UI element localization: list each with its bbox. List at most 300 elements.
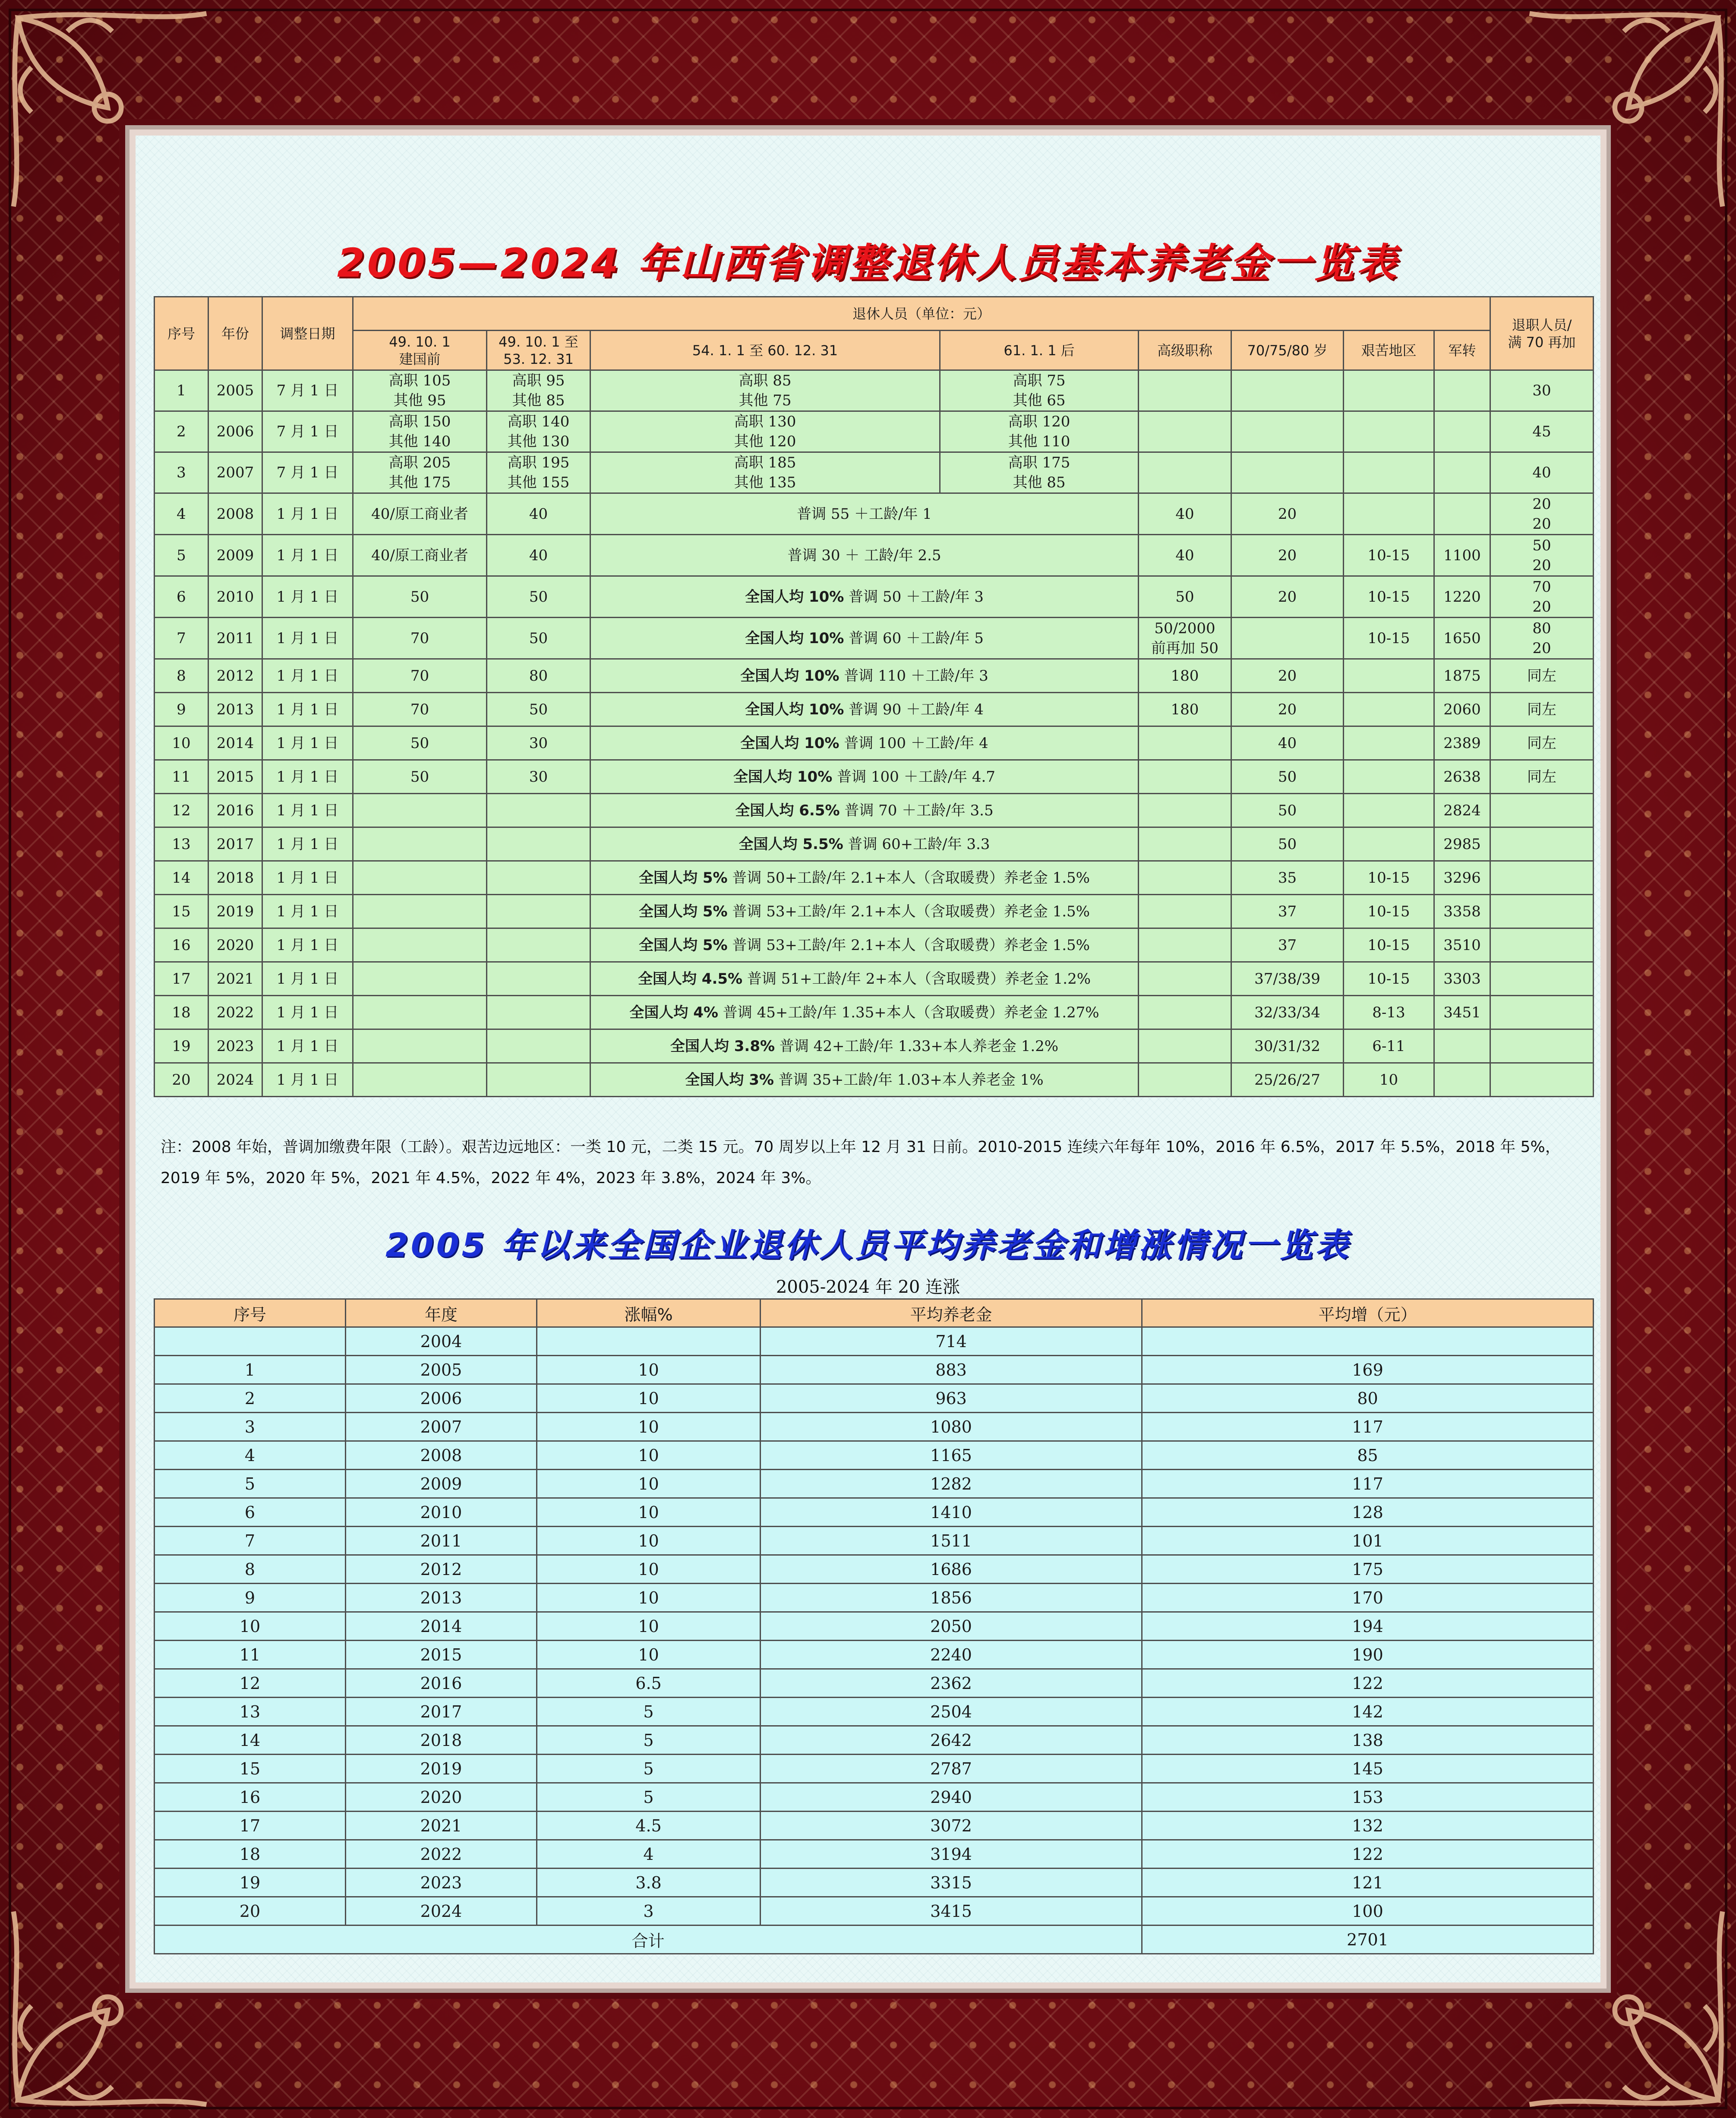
cell-hardship xyxy=(1344,693,1434,726)
cell-pre-1949 xyxy=(353,895,487,928)
cell-pre-1949 xyxy=(353,1063,487,1097)
table-row xyxy=(155,618,1594,659)
cell-date: 1 月 1 日 xyxy=(262,693,353,726)
cell-standard-3-line2: 其他 135 xyxy=(734,474,796,491)
cell-empty xyxy=(1231,370,1344,411)
total-row xyxy=(155,1925,1594,1954)
cell-seq: 1 xyxy=(155,370,208,411)
cell-rate xyxy=(537,1327,761,1356)
cell-standard-1 xyxy=(353,452,487,493)
cell-average-increase: 117 xyxy=(1142,1470,1594,1498)
cell-retired-special xyxy=(1490,1029,1594,1063)
cell-empty xyxy=(1344,370,1434,411)
cell-age-bonus: 40 xyxy=(1231,726,1344,760)
cell-army: 2638 xyxy=(1434,760,1490,794)
table-row xyxy=(155,1498,1594,1527)
cell-seq: 2 xyxy=(155,411,208,452)
cell-age-bonus: 50 xyxy=(1231,760,1344,794)
general-adjustment-text: 普调 110 ＋工龄/年 3 xyxy=(844,667,988,685)
cell-standard-1 xyxy=(353,370,487,411)
cell-seq: 7 xyxy=(155,618,208,659)
table-row xyxy=(155,726,1594,760)
table-row xyxy=(155,1783,1594,1812)
cell-year: 2006 xyxy=(346,1384,537,1413)
cell-senior-title xyxy=(1139,726,1231,760)
national-average-rate: 全国人均 10% xyxy=(740,734,840,752)
cell-hardship: 8-13 xyxy=(1344,996,1434,1029)
cell-general-adjustment xyxy=(590,996,1139,1029)
general-adjustment-text: 普调 70 ＋工龄/年 3.5 xyxy=(844,802,994,819)
cell-retired-special xyxy=(1490,827,1594,861)
cell-empty xyxy=(1139,411,1231,452)
cell-general-adjustment xyxy=(590,618,1139,659)
table-row xyxy=(155,576,1594,618)
cell-retired-special: 40 xyxy=(1490,452,1594,493)
cell-average-increase: 121 xyxy=(1142,1869,1594,1897)
table-row xyxy=(155,1584,1594,1612)
table-row xyxy=(155,1840,1594,1869)
cell-army: 3296 xyxy=(1434,861,1490,895)
cell-1949-1953: 50 xyxy=(487,618,590,659)
cell-year: 2015 xyxy=(346,1641,537,1669)
table-row xyxy=(155,827,1594,861)
table-row xyxy=(155,1356,1594,1384)
cell-rate: 10 xyxy=(537,1641,761,1669)
cell-average-pension: 3194 xyxy=(761,1840,1142,1869)
cell-average-pension: 2787 xyxy=(761,1755,1142,1783)
cell-date: 1 月 1 日 xyxy=(262,962,353,996)
cell-average-pension: 2050 xyxy=(761,1612,1142,1641)
national-average-rate: 全国人均 5.5% xyxy=(739,835,843,853)
cell-date: 1 月 1 日 xyxy=(262,659,353,693)
cell-general-adjustment xyxy=(590,535,1139,576)
cell-age-bonus: 35 xyxy=(1231,861,1344,895)
header-seq: 序号 xyxy=(155,297,208,370)
table-row xyxy=(155,895,1594,928)
cell-retired-special xyxy=(1490,535,1594,576)
table-row xyxy=(155,1641,1594,1669)
cell-standard-4 xyxy=(940,452,1139,493)
national-average-rate: 全国人均 4.5% xyxy=(638,970,743,988)
cell-army: 2389 xyxy=(1434,726,1490,760)
cell-year: 2021 xyxy=(208,962,262,996)
cell-year: 2021 xyxy=(346,1812,537,1840)
cell-average-increase xyxy=(1142,1327,1594,1356)
cell-hardship: 10-15 xyxy=(1344,928,1434,962)
cell-standard-2-line2: 其他 130 xyxy=(507,433,570,450)
cell-army xyxy=(1434,1063,1490,1097)
cell-1949-1953 xyxy=(487,827,590,861)
cell-standard-4 xyxy=(940,370,1139,411)
cell-date: 1 月 1 日 xyxy=(262,1029,353,1063)
cell-standard-1 xyxy=(353,411,487,452)
cell-standard-4-line2: 其他 85 xyxy=(1013,474,1066,491)
cell-rate: 10 xyxy=(537,1413,761,1441)
cell-general-adjustment xyxy=(590,895,1139,928)
cell-age-bonus: 20 xyxy=(1231,693,1344,726)
cell-seq: 14 xyxy=(155,1726,346,1755)
cell-seq: 15 xyxy=(155,895,208,928)
cell-hardship: 10-15 xyxy=(1344,895,1434,928)
cell-empty xyxy=(1344,452,1434,493)
national-average-rate: 全国人均 3.8% xyxy=(670,1037,775,1055)
cell-date: 1 月 1 日 xyxy=(262,726,353,760)
cell-seq: 4 xyxy=(155,1441,346,1470)
national-average-rate: 全国人均 5% xyxy=(639,903,728,920)
table-row xyxy=(155,1897,1594,1925)
cell-average-pension: 2504 xyxy=(761,1698,1142,1726)
cell-retired-special xyxy=(1490,928,1594,962)
cell-rate: 10 xyxy=(537,1555,761,1584)
cell-year: 2009 xyxy=(208,535,262,576)
table-row xyxy=(155,1755,1594,1783)
general-adjustment-text: 普调 100 ＋工龄/年 4 xyxy=(844,734,988,752)
shanxi-table-body xyxy=(155,370,1594,1097)
header-col5: 高级职称 xyxy=(1139,331,1231,370)
national-average-rate: 全国人均 5% xyxy=(639,869,728,887)
cell-general-adjustment xyxy=(590,760,1139,794)
cell-hardship: 10-15 xyxy=(1344,535,1434,576)
cell-date: 1 月 1 日 xyxy=(262,794,353,827)
cell-year: 2007 xyxy=(346,1413,537,1441)
cell-average-pension: 2362 xyxy=(761,1669,1142,1698)
cell-year: 2020 xyxy=(208,928,262,962)
cell-army: 2985 xyxy=(1434,827,1490,861)
cell-seq: 2 xyxy=(155,1384,346,1413)
table-row xyxy=(155,1527,1594,1555)
cell-seq: 7 xyxy=(155,1527,346,1555)
general-adjustment-text: 普调 50+工龄/年 2.1+本人（含取暖费）养老金 1.5% xyxy=(732,869,1090,887)
cell-average-pension: 3072 xyxy=(761,1812,1142,1840)
cell-rate: 5 xyxy=(537,1783,761,1812)
cell-date: 1 月 1 日 xyxy=(262,760,353,794)
cell-year: 2008 xyxy=(208,493,262,535)
header-col6: 70/75/80 岁 xyxy=(1231,331,1344,370)
cell-average-pension: 2940 xyxy=(761,1783,1142,1812)
cell-senior-title-line2: 前再加 50 xyxy=(1151,639,1219,657)
cell-rate: 5 xyxy=(537,1726,761,1755)
national-average-rate: 全国人均 6.5% xyxy=(735,802,840,819)
cell-seq: 10 xyxy=(155,726,208,760)
cell-army: 1220 xyxy=(1434,576,1490,618)
cell-senior-title: 40 xyxy=(1139,493,1231,535)
cell-empty xyxy=(1231,411,1344,452)
cell-standard-2-line2: 其他 85 xyxy=(512,392,565,409)
table-row xyxy=(155,1612,1594,1641)
cell-average-pension: 1282 xyxy=(761,1470,1142,1498)
cell-army: 3451 xyxy=(1434,996,1490,1029)
national-average-rate: 全国人均 10% xyxy=(733,768,833,786)
cell-date: 1 月 1 日 xyxy=(262,895,353,928)
cell-standard-2-line1: 高职 140 xyxy=(507,413,570,430)
cell-army: 1100 xyxy=(1434,535,1490,576)
cell-1949-1953: 50 xyxy=(487,576,590,618)
cell-seq: 20 xyxy=(155,1063,208,1097)
cell-rate: 10 xyxy=(537,1527,761,1555)
cell-senior-title xyxy=(1139,760,1231,794)
general-adjustment-text: 普调 100 ＋工龄/年 4.7 xyxy=(837,768,995,786)
cell-seq: 20 xyxy=(155,1897,346,1925)
shanxi-adjustment-table xyxy=(154,296,1594,1097)
cell-year: 2013 xyxy=(346,1584,537,1612)
table-note: 注：2008 年始，普调加缴费年限（工龄）。艰苦边远地区：一类 10 元，二类 15 元。70 周岁以上年 12 月 31 日前。2010-2015 连续六年每年 10%，2016 年 6.5%，2017 年 5.5%，2018 年 5%，2019 年 5%，2020 年 5%，2021 年 4.5%，2022 年 4%，2023 年 3.8%，2024 年 3%。 xyxy=(161,1138,1561,1187)
cell-year: 2020 xyxy=(346,1783,537,1812)
cell-1949-1953: 40 xyxy=(487,493,590,535)
cell-date: 1 月 1 日 xyxy=(262,576,353,618)
cell-rate: 3 xyxy=(537,1897,761,1925)
header-retired-special xyxy=(1490,297,1594,370)
table-row xyxy=(155,1441,1594,1470)
cell-age-bonus: 30/31/32 xyxy=(1231,1029,1344,1063)
cell-date: 1 月 1 日 xyxy=(262,928,353,962)
cell-hardship: 10 xyxy=(1344,1063,1434,1097)
cell-1949-1953: 80 xyxy=(487,659,590,693)
cell-retired-special xyxy=(1490,1063,1594,1097)
cell-senior-title xyxy=(1139,1063,1231,1097)
cell-retired-special-line1: 50 xyxy=(1532,537,1551,554)
cell-average-increase: 101 xyxy=(1142,1527,1594,1555)
cell-seq: 6 xyxy=(155,1498,346,1527)
total-label: 合计 xyxy=(155,1925,1142,1954)
cell-senior-title: 40 xyxy=(1139,535,1231,576)
t2-header-inc: 平均增（元） xyxy=(1142,1299,1594,1327)
cell-standard-2 xyxy=(487,370,590,411)
cell-retired-special xyxy=(1490,794,1594,827)
cell-seq: 3 xyxy=(155,452,208,493)
cell-average-increase: 122 xyxy=(1142,1669,1594,1698)
cell-seq: 6 xyxy=(155,576,208,618)
cell-hardship xyxy=(1344,827,1434,861)
cell-age-bonus: 50 xyxy=(1231,827,1344,861)
cell-senior-title xyxy=(1139,996,1231,1029)
cell-retired-special: 30 xyxy=(1490,370,1594,411)
cell-army: 3303 xyxy=(1434,962,1490,996)
cell-standard-3 xyxy=(590,452,940,493)
table-row xyxy=(155,1669,1594,1698)
national-average-rate: 全国人均 3% xyxy=(685,1071,774,1089)
cell-rate: 10 xyxy=(537,1470,761,1498)
cell-year: 2007 xyxy=(208,452,262,493)
cell-army: 3510 xyxy=(1434,928,1490,962)
cell-average-pension: 1686 xyxy=(761,1555,1142,1584)
cell-seq: 17 xyxy=(155,962,208,996)
cell-seq: 11 xyxy=(155,760,208,794)
cell-retired-special: 同左 xyxy=(1490,760,1594,794)
cell-1949-1953 xyxy=(487,794,590,827)
table-row xyxy=(155,1869,1594,1897)
total-increase: 2701 xyxy=(1142,1925,1594,1954)
cell-senior-title xyxy=(1139,827,1231,861)
cell-army xyxy=(1434,493,1490,535)
cell-standard-1-line1: 高职 205 xyxy=(388,454,451,471)
cell-date: 1 月 1 日 xyxy=(262,861,353,895)
cell-retired-special: 45 xyxy=(1490,411,1594,452)
cell-age-bonus: 37/38/39 xyxy=(1231,962,1344,996)
general-adjustment-text: 普调 50 ＋工龄/年 3 xyxy=(849,588,984,606)
cell-year: 2018 xyxy=(346,1726,537,1755)
general-adjustment-text: 普调 30 ＋ 工龄/年 2.5 xyxy=(787,546,941,564)
national-average-rate: 全国人均 10% xyxy=(740,667,840,685)
cell-rate: 10 xyxy=(537,1356,761,1384)
cell-year: 2006 xyxy=(208,411,262,452)
cell-general-adjustment xyxy=(590,1029,1139,1063)
cell-hardship: 10-15 xyxy=(1344,576,1434,618)
cell-standard-2-line1: 高职 195 xyxy=(507,454,570,471)
national-average-rate: 全国人均 10% xyxy=(745,701,844,718)
cell-seq: 18 xyxy=(155,1840,346,1869)
cell-average-pension: 3315 xyxy=(761,1869,1142,1897)
cell-year: 2022 xyxy=(208,996,262,1029)
cell-seq: 13 xyxy=(155,1698,346,1726)
cell-year: 2018 xyxy=(208,861,262,895)
cell-year: 2014 xyxy=(208,726,262,760)
cell-pre-1949 xyxy=(353,794,487,827)
cell-1949-1953 xyxy=(487,996,590,1029)
cell-retired-special xyxy=(1490,493,1594,535)
cell-retired-special-line2: 20 xyxy=(1532,639,1551,657)
cell-seq: 1 xyxy=(155,1356,346,1384)
cell-senior-title xyxy=(1139,1029,1231,1063)
table-row xyxy=(155,452,1594,493)
cell-1949-1953 xyxy=(487,1029,590,1063)
table-row xyxy=(155,1555,1594,1584)
cell-standard-2 xyxy=(487,411,590,452)
table-row xyxy=(155,1029,1594,1063)
cell-standard-3 xyxy=(590,411,940,452)
cell-average-increase: 122 xyxy=(1142,1840,1594,1869)
cell-retired-special-line1: 70 xyxy=(1532,578,1551,596)
cell-senior-title xyxy=(1139,861,1231,895)
table-row xyxy=(155,928,1594,962)
general-adjustment-text: 普调 45+工龄/年 1.35+本人（含取暖费）养老金 1.27% xyxy=(723,1004,1099,1021)
header-col2-line2: 53. 12. 31 xyxy=(503,350,574,367)
cell-age-bonus: 25/26/27 xyxy=(1231,1063,1344,1097)
cell-seq: 14 xyxy=(155,861,208,895)
cell-average-pension: 714 xyxy=(761,1327,1142,1356)
cell-year: 2019 xyxy=(346,1755,537,1783)
cell-average-increase: 190 xyxy=(1142,1641,1594,1669)
cell-hardship xyxy=(1344,726,1434,760)
second-table-caption: 2005-2024 年 20 连涨 xyxy=(776,1277,960,1297)
general-adjustment-text: 普调 51+工龄/年 2+本人（含取暖费）养老金 1.2% xyxy=(747,970,1091,988)
cell-army xyxy=(1434,1029,1490,1063)
t2-header-rate: 涨幅% xyxy=(537,1299,761,1327)
cell-standard-3-line1: 高职 185 xyxy=(734,454,796,471)
cell-date: 1 月 1 日 xyxy=(262,827,353,861)
cell-rate: 4 xyxy=(537,1840,761,1869)
cell-retired-special-line1: 80 xyxy=(1532,619,1551,637)
table-row xyxy=(155,493,1594,535)
cell-hardship xyxy=(1344,659,1434,693)
cell-year: 2023 xyxy=(346,1869,537,1897)
cell-standard-1-line2: 其他 140 xyxy=(388,433,451,450)
cell-general-adjustment xyxy=(590,1063,1139,1097)
cell-seq: 19 xyxy=(155,1029,208,1063)
cell-age-bonus: 20 xyxy=(1231,576,1344,618)
content-panel xyxy=(129,129,1607,1989)
cell-standard-1-line1: 高职 150 xyxy=(388,413,451,430)
table-row xyxy=(155,794,1594,827)
cell-seq: 5 xyxy=(155,1470,346,1498)
cell-year: 2011 xyxy=(208,618,262,659)
cell-date: 7 月 1 日 xyxy=(262,411,353,452)
table-row xyxy=(155,1063,1594,1097)
t2-header-seq: 序号 xyxy=(155,1299,346,1327)
cell-age-bonus: 20 xyxy=(1231,493,1344,535)
cell-1949-1953: 30 xyxy=(487,760,590,794)
cell-year: 2004 xyxy=(346,1327,537,1356)
cell-age-bonus: 37 xyxy=(1231,895,1344,928)
national-average-table xyxy=(154,1298,1594,1954)
cell-empty xyxy=(1344,411,1434,452)
cell-senior-title xyxy=(1139,794,1231,827)
cell-retired-special-line1: 20 xyxy=(1532,495,1551,513)
cell-seq: 9 xyxy=(155,1584,346,1612)
cell-standard-3 xyxy=(590,370,940,411)
cell-year: 2017 xyxy=(346,1698,537,1726)
general-adjustment-text: 普调 60+工龄/年 3.3 xyxy=(848,835,990,853)
cell-pre-1949: 40/原工商业者 xyxy=(353,535,487,576)
cell-retired-special-line2: 20 xyxy=(1532,598,1551,616)
general-adjustment-text: 普调 53+工龄/年 2.1+本人（含取暖费）养老金 1.5% xyxy=(732,903,1090,920)
cell-senior-title: 50 xyxy=(1139,576,1231,618)
cell-average-increase: 100 xyxy=(1142,1897,1594,1925)
cell-age-bonus: 50 xyxy=(1231,794,1344,827)
cell-1949-1953 xyxy=(487,895,590,928)
table-row xyxy=(155,1413,1594,1441)
cell-hardship: 6-11 xyxy=(1344,1029,1434,1063)
cell-standard-4-line1: 高职 75 xyxy=(1013,372,1066,389)
cell-senior-title xyxy=(1139,895,1231,928)
cell-pre-1949 xyxy=(353,1029,487,1063)
table-row xyxy=(155,535,1594,576)
table-row xyxy=(155,962,1594,996)
cell-standard-4-line2: 其他 65 xyxy=(1013,392,1066,409)
cell-senior-title: 180 xyxy=(1139,693,1231,726)
cell-year: 2008 xyxy=(346,1441,537,1470)
cell-standard-1-line2: 其他 95 xyxy=(393,392,446,409)
cell-standard-4 xyxy=(940,411,1139,452)
cell-pre-1949 xyxy=(353,996,487,1029)
cell-date: 1 月 1 日 xyxy=(262,996,353,1029)
cell-average-increase: 194 xyxy=(1142,1612,1594,1641)
table-row xyxy=(155,1726,1594,1755)
table-row xyxy=(155,370,1594,411)
cell-hardship xyxy=(1344,760,1434,794)
cell-general-adjustment xyxy=(590,827,1139,861)
cell-empty xyxy=(1139,452,1231,493)
cell-pre-1949 xyxy=(353,861,487,895)
cell-average-pension: 2642 xyxy=(761,1726,1142,1755)
cell-date: 1 月 1 日 xyxy=(262,618,353,659)
header-retired-special-line2: 满 70 再加 xyxy=(1508,334,1576,350)
cell-average-pension: 1511 xyxy=(761,1527,1142,1555)
general-adjustment-text: 普调 55 ＋工龄/年 1 xyxy=(797,505,932,523)
general-adjustment-text: 普调 42+工龄/年 1.33+本人养老金 1.2% xyxy=(779,1037,1059,1055)
cell-age-bonus: 20 xyxy=(1231,659,1344,693)
cell-standard-4-line1: 高职 120 xyxy=(1008,413,1070,430)
cell-seq xyxy=(155,1327,346,1356)
page-title: 2005—2024 年山西省调整退休人员基本养老金一览表 xyxy=(337,240,1399,286)
cell-general-adjustment xyxy=(590,576,1139,618)
cell-year: 2005 xyxy=(208,370,262,411)
cell-rate: 5 xyxy=(537,1755,761,1783)
cell-empty xyxy=(1434,411,1490,452)
general-adjustment-text: 普调 90 ＋工龄/年 4 xyxy=(849,701,984,718)
cell-pre-1949: 50 xyxy=(353,726,487,760)
cell-year: 2016 xyxy=(346,1669,537,1698)
cell-standard-3-line1: 高职 130 xyxy=(734,413,796,430)
